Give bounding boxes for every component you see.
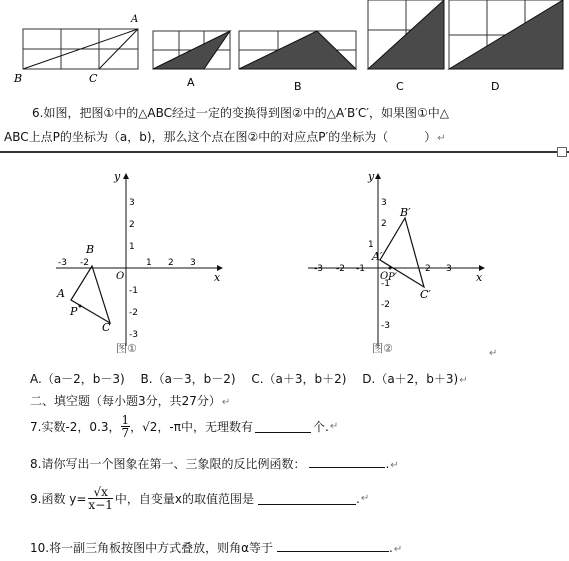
point-p-prime-label: P′ xyxy=(388,272,397,283)
q10-text: 10.将一副三角板按图中方式叠放，则角α等于 xyxy=(30,541,273,555)
q7-middle: ，√2，-π中，无理数有 xyxy=(130,420,253,434)
y-tick: 2 xyxy=(381,219,387,229)
y-tick: 1 xyxy=(129,242,135,252)
graph-2 xyxy=(304,168,494,358)
x-axis-label: x xyxy=(214,271,221,284)
option-a-label: A xyxy=(187,76,195,89)
fraction-denominator: 7 xyxy=(121,426,130,440)
option-d-label: D xyxy=(491,80,500,93)
fraction-one-seventh xyxy=(121,414,131,439)
fraction-numerator: 1 xyxy=(121,413,130,427)
q6-options-text: A.（a－2，b－3) B.（a－3，b－2) C.（a＋3，b＋2) D.（a＋2，b＋3) xyxy=(30,372,459,386)
point-p xyxy=(79,305,82,308)
q8-text: 8.请你写出一个图象在第一、三象限的反比例函数： xyxy=(30,457,306,471)
fraction-numerator: √x xyxy=(88,486,112,499)
q7-answer-blank[interactable] xyxy=(255,420,311,433)
return-mark-icon: ↵ xyxy=(437,133,446,144)
q6-line2 xyxy=(4,128,446,145)
option-c-label: C xyxy=(396,80,404,93)
q9-answer-blank[interactable] xyxy=(258,492,356,505)
x-tick: -2 xyxy=(336,264,345,274)
return-mark-icon: ↵ xyxy=(459,375,468,386)
point-a-prime-label: A′ xyxy=(372,250,383,263)
x-tick: 1 xyxy=(146,258,152,268)
option-d-figure xyxy=(449,0,563,69)
q9: 9.函数 y= $\frac{√x}{x-1}$ 中，自变量x的取值范围是 . ↵ xyxy=(30,485,370,512)
section-2-heading xyxy=(30,392,230,409)
table-handle-icon[interactable] xyxy=(557,147,567,157)
graph-1 xyxy=(50,168,230,358)
q6-options xyxy=(30,370,468,387)
return-mark-icon: ↵ xyxy=(489,348,498,359)
x-tick: -3 xyxy=(314,264,323,274)
q10: 10.将一副三角板按图中方式叠放，则角α等于 .↵ xyxy=(30,541,403,555)
q8: 8.请你写出一个图象在第一、三象限的反比例函数： .↵ xyxy=(30,457,399,471)
x-tick: 3 xyxy=(446,264,452,274)
option-b-label: B xyxy=(294,80,302,93)
point-c-prime-label: C′ xyxy=(420,288,431,301)
y-axis-label: y xyxy=(368,170,375,183)
origin-label: O xyxy=(116,271,125,282)
q6-line2-text: ABC上点P的坐标为（a，b)，那么这个点在图②中的对应点P′的坐标为（ ） xyxy=(4,130,437,144)
point-p-label: P xyxy=(70,305,78,318)
point-b-label: B xyxy=(86,243,95,256)
return-mark-icon: ↵ xyxy=(221,397,231,408)
x-tick: -2 xyxy=(80,258,89,268)
y-axis-label: y xyxy=(114,170,121,183)
q8-answer-blank[interactable] xyxy=(309,455,385,468)
y-tick: -3 xyxy=(129,330,138,340)
q7-suffix: 个. xyxy=(312,420,329,434)
x-tick: -3 xyxy=(58,258,67,268)
option-a-figure xyxy=(153,31,230,69)
y-tick: 3 xyxy=(381,198,387,208)
y-tick: -2 xyxy=(129,308,138,318)
point-a-label: A xyxy=(57,287,65,300)
q6-line1 xyxy=(32,104,449,121)
y-tick: 3 xyxy=(129,198,135,208)
graph-2-caption: 图② xyxy=(372,342,393,355)
return-mark-icon: ↵ xyxy=(329,421,339,432)
y-tick: -3 xyxy=(381,321,390,331)
y-tick: 2 xyxy=(129,220,135,230)
q9-prefix: 9.函数 y= xyxy=(30,492,87,506)
graph-1-caption: 图① xyxy=(116,342,137,355)
q7-prefix: 7.实数-2，0.3， xyxy=(30,420,121,434)
top-figure xyxy=(0,0,569,100)
q7 xyxy=(30,414,338,439)
x-tick: 3 xyxy=(190,258,196,268)
section-separator xyxy=(0,151,569,153)
origin-label: O xyxy=(380,271,389,282)
section-2-heading-text: 二、填空题（每小题3分，共27分） xyxy=(30,394,221,408)
option-b-figure xyxy=(239,31,356,69)
x-tick: 2 xyxy=(425,264,431,274)
x-axis-label: x xyxy=(476,271,483,284)
q6-line1-text: 6.如图，把图①中的△ABC经过一定的变换得到图②中的△A′B′C′，如果图①中△ xyxy=(32,106,450,120)
return-mark-icon: ↵ xyxy=(360,493,370,504)
q10-answer-blank[interactable] xyxy=(277,539,389,552)
y-tick: -1 xyxy=(381,279,390,289)
q9-suffix: 中，自变量x的取值范围是 xyxy=(114,492,254,506)
point-b-prime-label: B′ xyxy=(400,206,411,219)
y-tick: -2 xyxy=(381,300,390,310)
option-c-figure xyxy=(368,0,444,69)
vertex-b-label: B xyxy=(14,72,23,85)
fraction-denominator: x−1 xyxy=(88,498,113,512)
y-tick: 1 xyxy=(368,240,374,250)
return-mark-icon: ↵ xyxy=(390,460,399,471)
x-tick: -1 xyxy=(356,264,365,274)
return-mark-icon: ↵ xyxy=(393,544,403,555)
point-c-label: C xyxy=(102,321,111,334)
x-tick: 2 xyxy=(168,258,174,268)
vertex-a-label: A xyxy=(131,14,139,25)
point-p-prime xyxy=(389,267,392,270)
y-tick: -1 xyxy=(129,286,138,296)
q9-fraction xyxy=(88,486,112,511)
vertex-c-label: C xyxy=(89,72,98,85)
